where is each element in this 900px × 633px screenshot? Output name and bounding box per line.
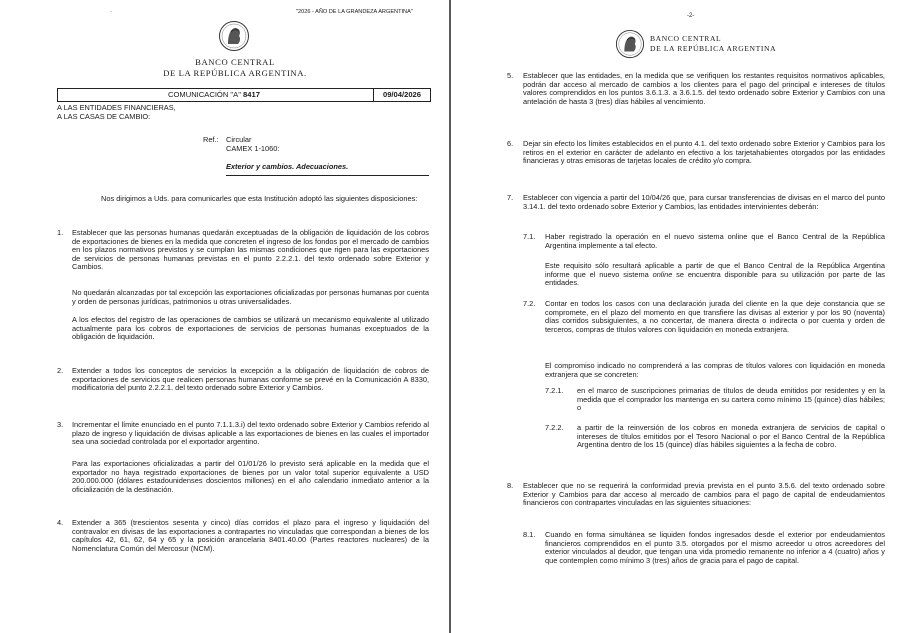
- item-7-2-2-number: 7.2.2.: [545, 423, 564, 432]
- item-5-number: 5.: [507, 71, 514, 80]
- bank-seal-icon: [615, 29, 645, 59]
- item-5-paragraph-1: Establecer que las entidades, en la medida que se verifiquen los restantes requisitos normativos aplicables, podrán dar acceso al mercado de cambios a los clientes para el pago del principal e intereses de títulos valores comprendidos en los puntos 3.6.1.3. a 3.6.1.5. del texto ordenado sobre Exterior y Cambios con una antelación de hasta 3 (tres) días hábiles al vencimiento.: [523, 71, 885, 106]
- item-8-number: 8.: [507, 481, 514, 490]
- item-1-paragraph-2: No quedarán alcanzadas por tal excepción las exportaciones oficializadas por personas humanas por cuenta y orden de personas jurídicas, patrimonios u otras universalidades.: [72, 288, 429, 306]
- motto: "2026 - AÑO DE LA GRANDEZA ARGENTINA": [296, 9, 413, 15]
- subject-underline: [226, 175, 429, 176]
- item-6-paragraph-1: Dejar sin efecto los límites establecidos en el punto 4.1. del texto ordenado sobre Exterior y Cambios para los retiros en el exterior en carácter de adelanto en efectivo a los tarjetahabientes otorgados por las entidades financieras y otras emisoras de tarjetas locales de crédito y/o compra.: [523, 139, 885, 166]
- ref-label: Ref.:: [203, 135, 219, 144]
- item-1-paragraph-1: Establecer que las personas humanas quedarán exceptuadas de la obligación de liquidación de los cobros de exportaciones de bienes en la medida que concreten el ingreso de los fondos por el mercado de cambios en los plazos normativos previstos y se cumplan las mismas condiciones que rigen para las exportaciones de servicios de personas humanas previstas en el punto 2.2.2.1. del texto ordenado sobre Exterior y Cambios.: [72, 228, 429, 272]
- item-7-2-number: 7.2.: [523, 299, 536, 308]
- subject: Exterior y cambios. Adecuaciones.: [226, 162, 349, 171]
- page-number: -2-: [687, 13, 695, 19]
- item-7-paragraph-1: Establecer con vigencia a partir del 10/04/26 que, para cursar transferencias de divisas en el marco del punto 3.14.1. del texto ordenado sobre Exterior y Cambios, las entidades intervinientes deberán:: [523, 193, 885, 211]
- page-mark: ·: [110, 9, 112, 15]
- bank-name-line1: BANCO CENTRAL: [650, 34, 722, 43]
- item-7-number: 7.: [507, 193, 514, 202]
- communication-number: 8417: [243, 90, 260, 99]
- item-6-number: 6.: [507, 139, 514, 148]
- intro-paragraph: Nos dirigimos a Uds. para comunicarles que esta Institución adoptó las siguientes disposiciones:: [101, 194, 418, 203]
- bank-seal-icon: [218, 20, 250, 52]
- item-1-number: 1.: [57, 228, 64, 237]
- item-4-paragraph-1: Extender a 365 (trescientos sesenta y cinco) días corridos el plazo para el ingreso y liquidación del contravalor en divisas de las exportaciones a contrapartes no vinculadas que correspondan a bienes de los capítulos 42, 61, 62, 64 y 65 y la posición arancelaria 8401.40.00 (Partes reactores nucleares) de la Nomenclatura Común del Mercosur (NCM).: [72, 518, 429, 553]
- item-7-1-text-b: se encuentra disponible para su utilización por parte de las entidades.: [545, 269, 886, 288]
- ref-line-2: CAMEX 1-1060:: [226, 144, 280, 153]
- communication-box: [57, 88, 431, 102]
- bank-name-line1: BANCO CENTRAL: [195, 57, 275, 67]
- item-2-paragraph-1: Extender a todos los conceptos de servicios la excepción a la obligación de liquidación de cobros de exportaciones de servicios que realicen personas humanas conforme se prevé en la Comunicación A 8330, modificatoria del punto 2.2.2.1. del texto ordenado sobre Exterior y Cambios.: [72, 366, 429, 393]
- bank-name-line2: DE LA REPÚBLICA ARGENTINA.: [163, 68, 307, 78]
- bank-name-line2: DE LA REPÚBLICA ARGENTINA: [650, 44, 777, 53]
- item-7-1-number: 7.1.: [523, 232, 536, 241]
- item-8-1-number: 8.1.: [523, 530, 536, 539]
- item-7-1-paragraph-1: Haber registrado la operación en el nuevo sistema online que el Banco Central de la República Argentina implemente a tal efecto.: [545, 232, 885, 250]
- addressee-2: A LAS CASAS DE CAMBIO:: [57, 112, 151, 121]
- item-7-2-1-paragraph: en el marco de suscripciones primarias de títulos de deuda emitidos por residentes y en la medida que el comprador los mantenga en su cartera como mínimo 15 (quince) días hábiles; o: [577, 386, 885, 413]
- online-term: online: [652, 269, 673, 279]
- item-4-number: 4.: [57, 518, 64, 527]
- document-page-2: [451, 0, 900, 633]
- communication-label: [58, 89, 374, 101]
- item-8-1-paragraph: Cuando en forma simultánea se liquiden fondos ingresados desde el exterior por endeudamientos financieros comprendidos en el punto 3.5. otorgados por el mismo acreedor u otros acreedores del exterior vinculados al deudor, que tengan una vida promedio remanente no inferior a 4 (cuatro) años y que contemplen como mínimo 3 (tres) años de gracia para el pago de capital.: [545, 530, 885, 565]
- item-1-paragraph-3: A los efectos del registro de las operaciones de cambios se utilizará un mecanismo equivalente al utilizado actualmente para los cobros de exportaciones de servicios de personas humanas exceptuados de la obligación de liquidación.: [72, 315, 429, 342]
- item-3-number: 3.: [57, 420, 64, 429]
- item-7-1-text-a: Este requisito sólo resultará aplicable a partir de que el Banco Central de la República Argentina informe que el nuevo sistema: [545, 261, 885, 279]
- item-3-paragraph-2: Para las exportaciones oficializadas a partir del 01/01/26 lo previsto será aplicable en la medida que el exportador no haya registrado exportaciones de bienes por un valor total superior equivalente a USD 200.000.000 (dólares estadounidenses doscientos millones) en el año calendario inmediato anterior a la oficialización de la destinación.: [72, 459, 429, 494]
- document-page-1: [0, 0, 449, 633]
- item-2-number: 2.: [57, 366, 64, 375]
- item-7-1-paragraph-2: [545, 262, 885, 288]
- addressee-1: A LAS ENTIDADES FINANCIERAS,: [57, 103, 176, 112]
- item-3-paragraph-1: Incrementar el límite enunciado en el punto 7.1.1.3.i) del texto ordenado sobre Exterior y Cambios referido al plazo de ingreso y liquidación de divisas aplicable a las exportaciones de bienes en las cuales el importador sea una sociedad controlada por el exportador argentino.: [72, 420, 429, 447]
- item-7-2-paragraph-1: Contar en todos los casos con una declaración jurada del cliente en la que deje constancia que se compromete, en el plazo del momento en que transfiere las divisas al exterior y por los 90 (noventa) días corridos subsiguientes, a no concertar, de manera directa o indirecta o por cuenta y orden de terceros, compras de títulos valores con liquidación en moneda extranjera.: [545, 299, 885, 334]
- item-8-paragraph-1: Establecer que no se requerirá la conformidad previa prevista en el punto 3.5.6. del texto ordenado sobre Exterior y Cambios para dar acceso al mercado de cambios para el pago de capital de endeudamientos financieros con contrapartes vinculadas en las siguientes situaciones:: [523, 481, 885, 508]
- communication-date: 09/04/2026: [382, 90, 421, 99]
- item-7-2-2-paragraph: a partir de la reinversión de los cobros en moneda extranjera de servicios de capital o intereses de títulos emitidos por el Tesoro Nacional o por el Banco Central de la República Argentina dentro de los 15 (quince) días hábiles siguientes a la fecha de cobro.: [577, 423, 885, 450]
- item-7-2-paragraph-2: El compromiso indicado no comprenderá a las compras de títulos valores con liquidación en moneda extranjera que se concreten:: [545, 361, 885, 379]
- item-7-2-1-number: 7.2.1.: [545, 386, 564, 395]
- communication-prefix: COMUNICACIÓN "A": [168, 90, 241, 99]
- ref-line-1: Circular: [226, 135, 252, 144]
